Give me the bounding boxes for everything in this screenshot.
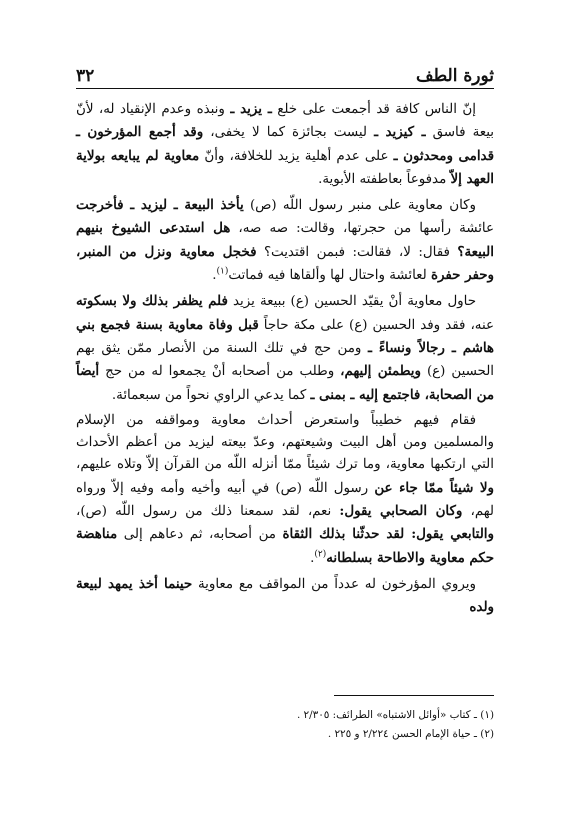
header-divider [76,88,494,89]
bold-text: قبل وفاة معاوية بسنة فجمع بني هاشم ـ رجالاً ونساءً ـ [76,316,494,356]
bold-text: ولا شيئاً ممّا جاء عن [374,479,495,496]
body-text [76,98,494,620]
bold-text: يأخذ البيعة ـ ليزيد ـ فأخرجت [76,197,244,214]
bold-text: وكان الصحابي يقول: [339,503,463,520]
text-segment: كما يدعي الراوي نحواً من سبعمائة. [111,387,311,403]
page-header [76,56,494,86]
text-segment: فقام فيهم خطيباً واستعرض أحداث معاوية ومواقفه من الإسلام والمسلمين ومن أهل البيت وشيعتهم، وعدّ بيعته ليزيد من أعظم الأحداث التي ارتكبها معاوية، وما ترك شيئاً ممّا أنزله اللّه من القرآن إلاّ وتلاه عليهم، [76,412,494,473]
bold-text: ويطمئن إليهم، [340,363,421,380]
text-segment: ونبذه وعدم الإنقياد له، لأنّ بيعة فاسق [76,102,494,141]
text-segment: وكان معاوية على منبر رسول اللّه (ص) [243,198,476,214]
paragraph [76,410,494,570]
text-segment: حاول معاوية أنْ يقيّد الحسين (ع) ببيعة يزيد [227,294,476,310]
text-segment: نعم، لقد سمعنا ذلك من رسول اللّه (ص)، [76,504,340,520]
text-segment: إنّ الناس كافة قد أجمعت على خلع [271,102,476,117]
text-segment: ليست بجائزة كما لا يخفى، [203,125,375,141]
running-title: ثورة الطف [416,66,494,86]
text-segment: عنه، فقد وفد الحسين (ع) على مكة حاجاً [258,317,494,333]
paragraph [76,194,494,287]
text-segment: ومن حج في تلك السنة من الأنصار ممّن يثق بهم الحسين (ع) [76,340,494,380]
bold-text: معاوية لم يبايعه بولاية العهد إلاّ [76,147,494,187]
bold-text: والتابعي يقول: لقد حدثّنا بذلك الثقاة [282,526,494,543]
text-segment: . [310,550,315,566]
footnotes [76,706,494,744]
paragraph [76,98,494,191]
footnote-ref: (٢) [314,549,327,560]
text-segment: وطلب من أصحابه أنْ يجمعوا له من حج [99,364,341,380]
text-segment: عائشة رأسها من حجرتها، وقالت: صه صه، [230,221,494,237]
bold-text: حينما أخذ يمهد لبيعة ولده [76,575,494,616]
bold-text: فخجل معاوية ونزل من المنبر، وحفر حفرة [76,243,494,284]
footnote-ref: (١) [216,266,229,277]
text-segment: فقال: لا، فقالت: فبمن اقتديت؟ [256,244,458,260]
bold-text: أيضاً من الصحابة، [76,363,494,403]
text-segment: ويروي المؤرخون له عدداً من المواقف مع معاوية [192,576,476,592]
bold-text: ـ كيزيد ـ [374,124,426,141]
text-segment: لعائشة واحتال لها وألقاها فيه فماتت [228,268,431,284]
bold-text: وقد أجمع المؤرخون ـ قدامى ومحدثون ـ [76,124,494,164]
footnote: (١) ـ كتاب «أوائل الاشتباه» الطرائف: ٢/٣٠٥ . [296,709,494,721]
text-segment: رسول اللّه (ص) في أبيه وأخيه وأمه وفيه إلاّ ورواه لهم، [76,480,494,520]
paragraph [76,290,494,406]
page-number: ٣٢ [76,66,95,86]
bold-text: مناهضة حكم معاوية والاطاحة بسلطانه [76,526,494,566]
footnote: (٢) ـ حياة الإمام الحسن ٢/٢٢٤ و ٢٢٥ . [327,728,494,740]
text-segment: مدفوعاً بعاطفته الأبوية. [318,171,451,187]
text-segment: من أصحابه، ثم دعاهم إلى [117,527,283,543]
text-segment: . [212,268,217,284]
footnote-divider [334,695,494,696]
paragraph [76,573,494,620]
bold-text: فاجتمع إليه ـ بمنى ـ [310,386,421,403]
bold-text: فلم يظفر بذلك ولا بسكوته [76,293,228,310]
text-segment: على عدم أهلية يزيد للخلافة، وأنّ [199,148,394,164]
bold-text: ـ يزيد ـ [230,101,272,117]
bold-text: هل استدعى الشيوخ بنيهم البيعة؟ [76,220,494,260]
